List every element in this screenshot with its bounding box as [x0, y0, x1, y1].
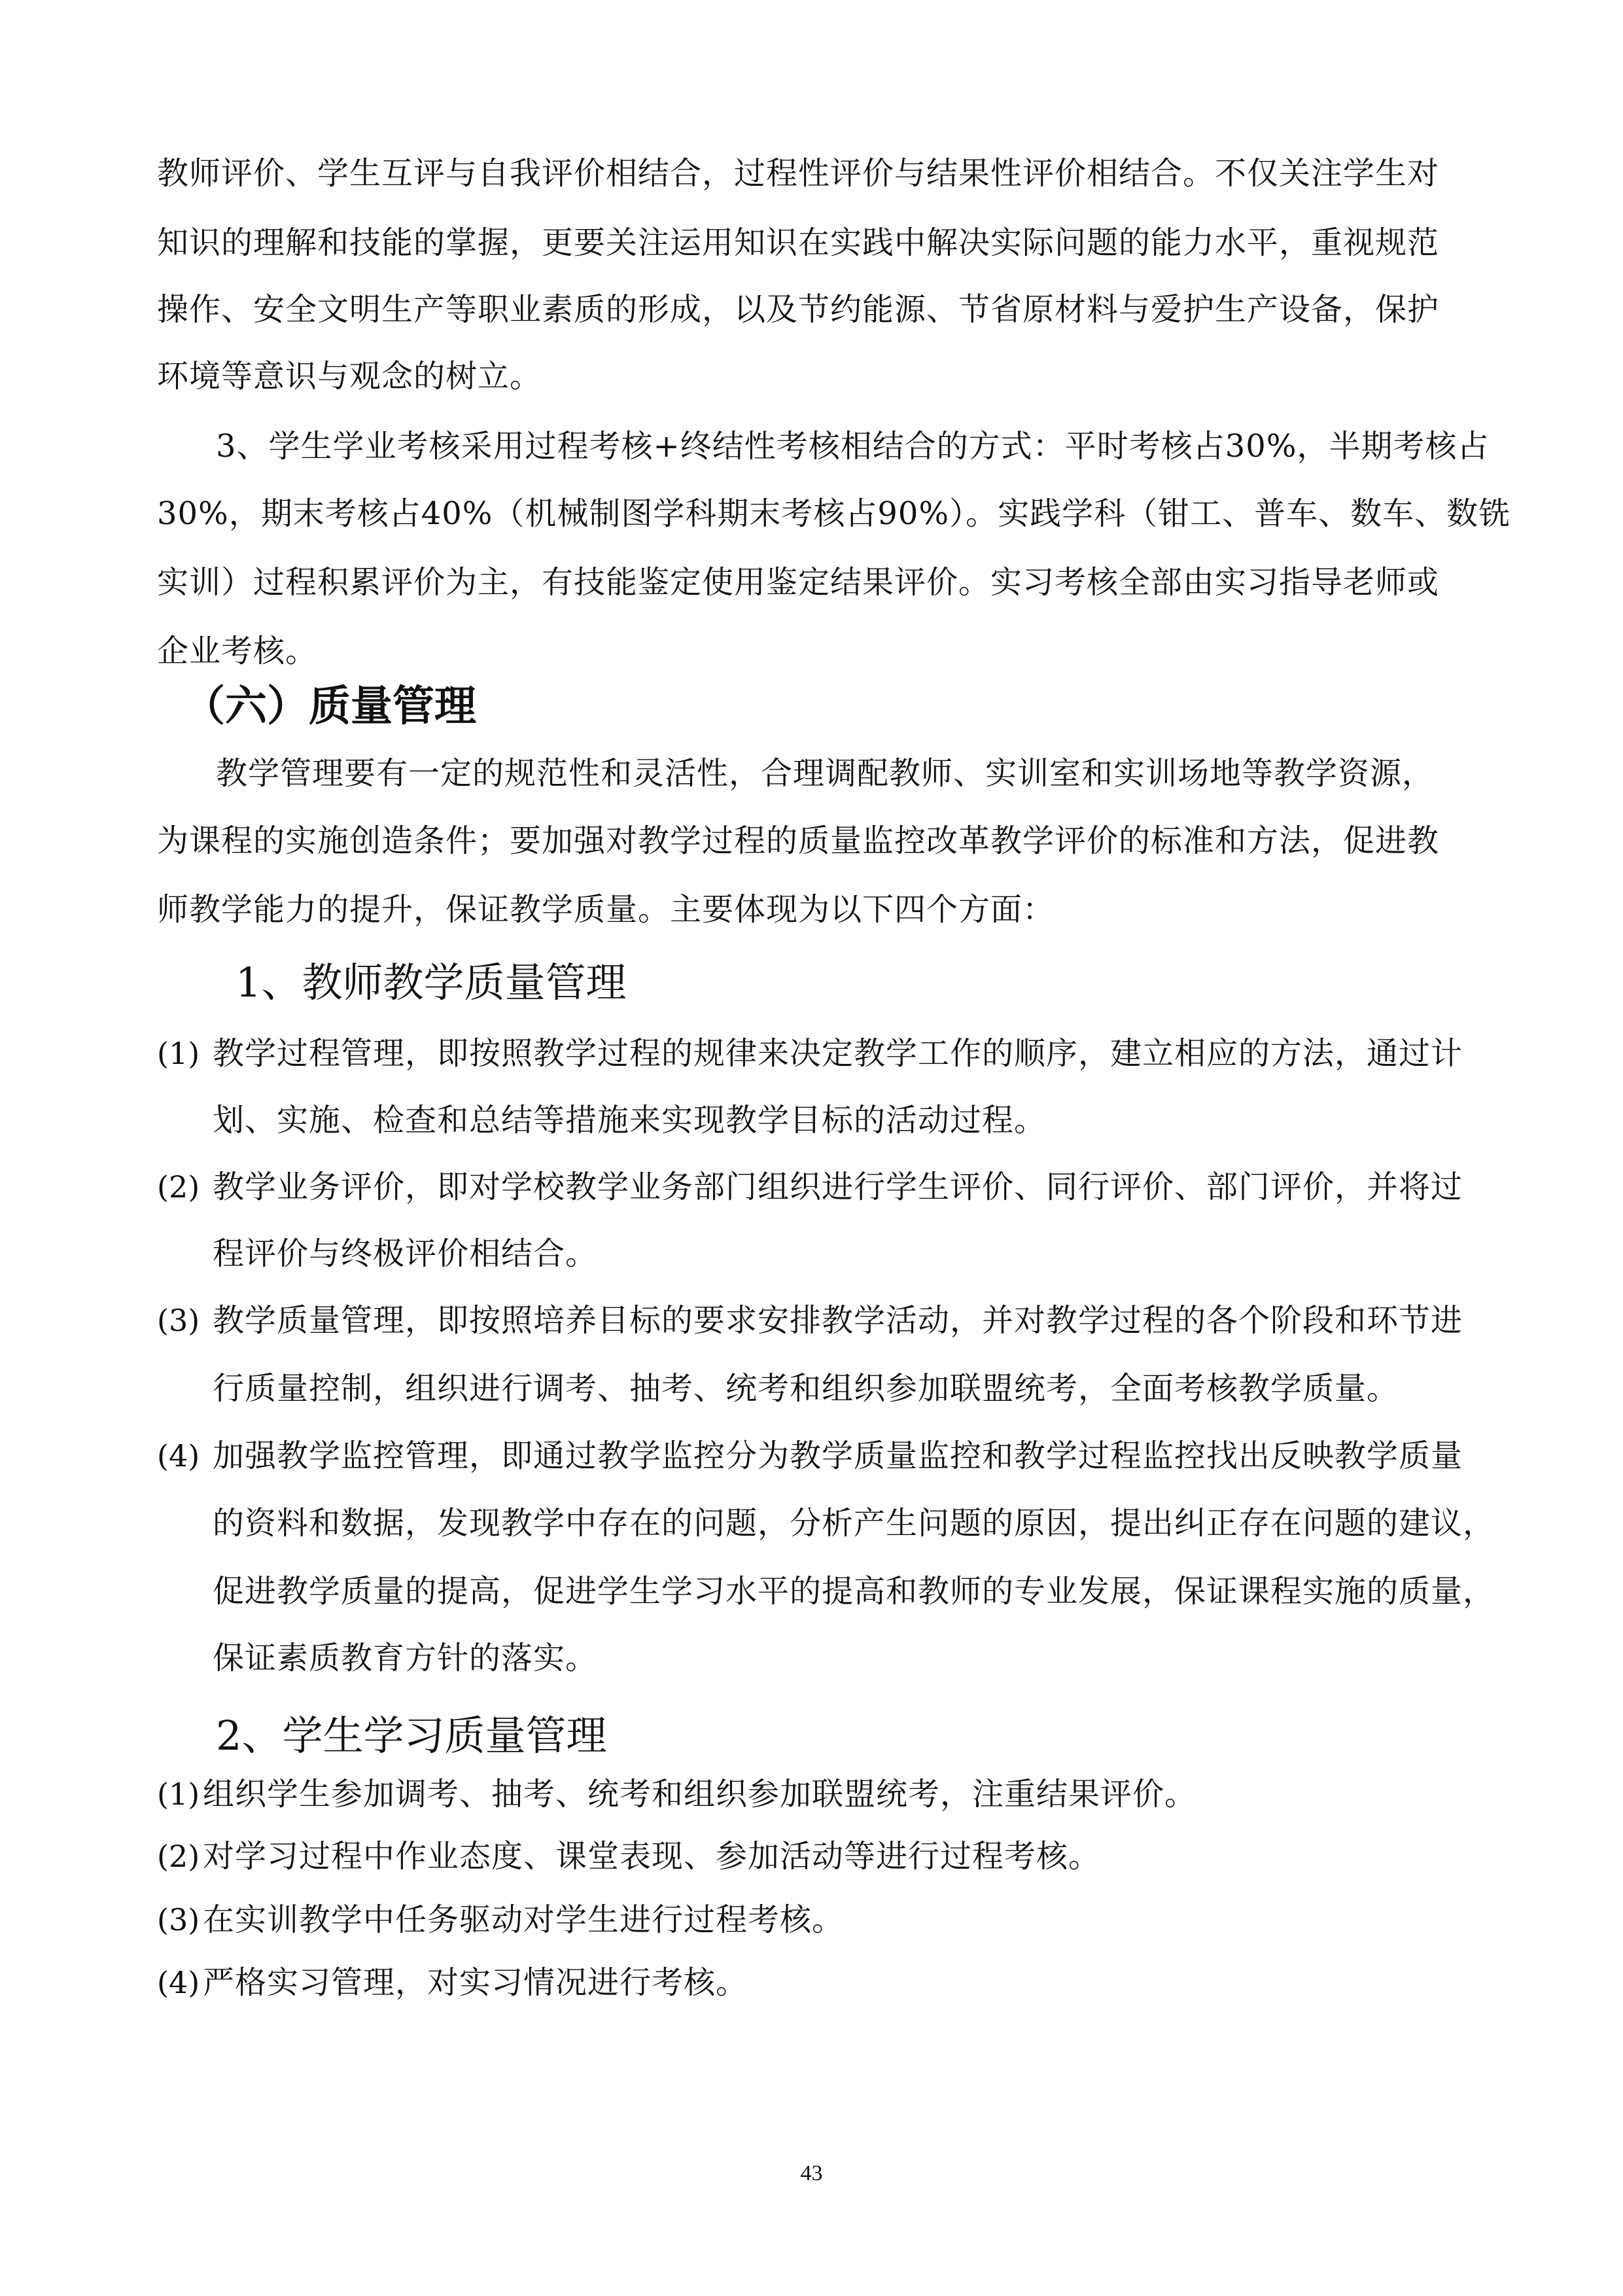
paragraph-line: 教学管理要有一定的规范性和灵活性，合理调配教师、实训室和实训场地等教学资源，: [216, 755, 1435, 792]
list-item-number: (3): [157, 1303, 200, 1338]
subsection-heading: 1、教师教学质量管理: [236, 959, 627, 1006]
paragraph-line: 环境等意识与观念的树立。: [157, 358, 542, 395]
list-item-line: 的资料和数据，发现教学中存在的问题，分析产生问题的原因，提出纠正存在问题的建议，: [213, 1505, 1495, 1542]
list-item-number: (2): [157, 1839, 200, 1874]
list-item-number: (4): [157, 1965, 200, 2000]
paragraph-line: 企业考核。: [157, 633, 318, 669]
list-item-line: 程评价与终极评价相结合。: [213, 1235, 598, 1272]
list-item-line: 教学质量管理，即按照培养目标的要求安排教学活动，并对教学过程的各个阶段和环节进: [213, 1302, 1463, 1339]
list-item-line: 划、实施、检查和总结等措施来实现教学目标的活动过程。: [213, 1102, 1047, 1139]
list-item-line: 教学过程管理，即按照教学过程的规律来决定教学工作的顺序，建立相应的方法，通过计: [213, 1035, 1463, 1072]
list-item-number: (3): [157, 1902, 200, 1937]
list-item-line: 对学习过程中作业态度、课堂表现、参加活动等进行过程考核。: [203, 1838, 1101, 1875]
list-item-number: (2): [157, 1169, 200, 1205]
list-item-line: 在实训教学中任务驱动对学生进行过程考核。: [203, 1901, 845, 1938]
paragraph-line: 知识的理解和技能的掌握，更要关注运用知识在实践中解决实际问题的能力水平，重视规范: [157, 224, 1440, 261]
list-item-line: 教学业务评价，即对学校教学业务部门组织进行学生评价、同行评价、部门评价，并将过: [213, 1169, 1463, 1205]
list-item-line: 促进教学质量的提高，促进学生学习水平的提高和教师的专业发展，保证课程实施的质量，: [213, 1573, 1495, 1610]
paragraph-line: 教师评价、学生互评与自我评价相结合，过程性评价与结果性评价相结合。不仅关注学生对: [157, 155, 1440, 192]
list-item-number: (4): [157, 1438, 200, 1474]
list-item-number: (1): [157, 1776, 200, 1812]
page-number: 43: [800, 2161, 823, 2185]
paragraph-line: 师教学能力的提升，保证教学质量。主要体现为以下四个方面：: [157, 891, 1055, 928]
list-item-line: 加强教学监控管理，即通过教学监控分为教学质量监控和教学过程监控找出反映教学质量: [213, 1438, 1463, 1474]
paragraph-line: 实训）过程积累评价为主，有技能鉴定使用鉴定结果评价。实习考核全部由实习指导老师或: [157, 564, 1440, 601]
paragraph-line: 3、学生学业考核采用过程考核+终结性考核相结合的方式：平时考核占30%，半期考核占: [216, 428, 1490, 465]
list-item-line: 保证素质教育方针的落实。: [213, 1640, 598, 1676]
paragraph-line: 30%，期末考核占40%（机械制图学科期末考核占90%）。实践学科（钳工、普车、数车、数铣: [157, 495, 1511, 532]
list-item-line: 严格实习管理，对实习情况进行考核。: [203, 1964, 748, 2001]
paragraph-line: 为课程的实施创造条件；要加强对教学过程的质量监控改革教学评价的标准和方法，促进教: [157, 822, 1440, 859]
paragraph-line: 操作、安全文明生产等职业素质的形成，以及节约能源、节省原材料与爱护生产设备，保护: [157, 291, 1440, 328]
section-heading: （六）质量管理: [183, 682, 476, 731]
list-item-line: 行质量控制，组织进行调考、抽考、统考和组织参加联盟统考，全面考核教学质量。: [213, 1370, 1399, 1407]
list-item-number: (1): [157, 1036, 200, 1071]
subsection-heading: 2、学生学习质量管理: [216, 1712, 607, 1759]
list-item-line: 组织学生参加调考、抽考、统考和组织参加联盟统考，注重结果评价。: [203, 1776, 1197, 1812]
